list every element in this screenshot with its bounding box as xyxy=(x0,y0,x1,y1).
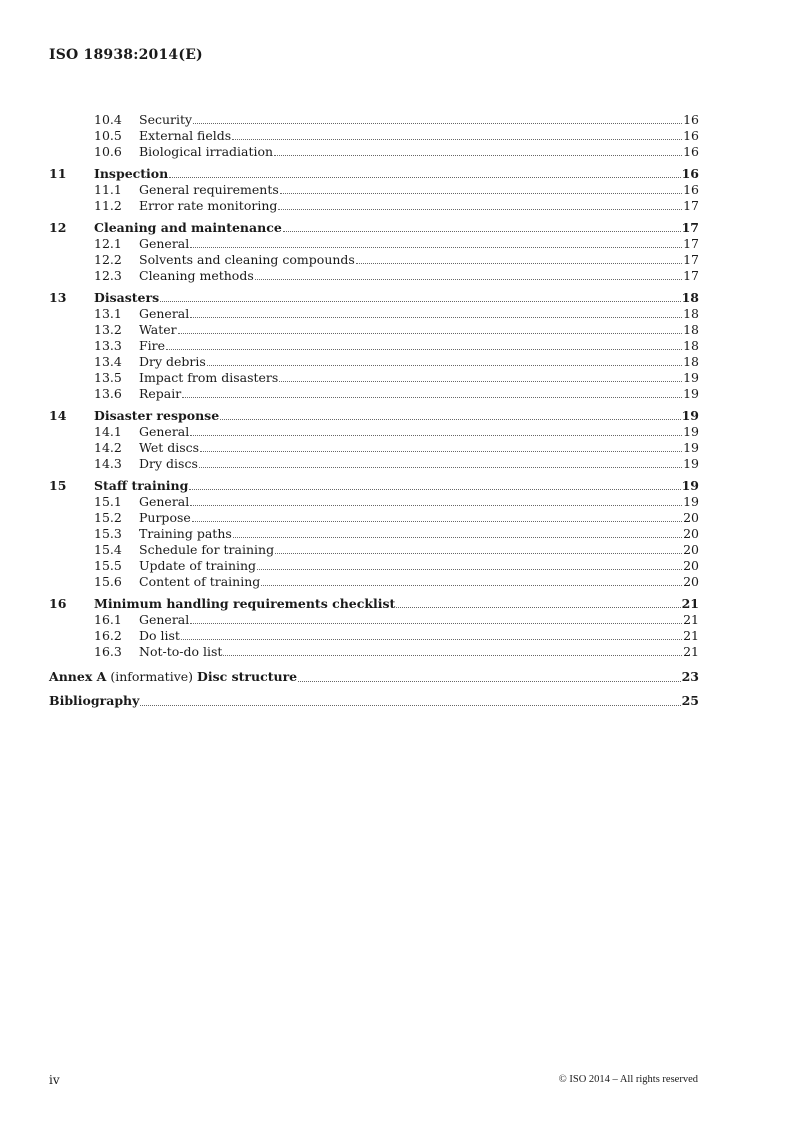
leader-dots xyxy=(279,381,682,382)
toc-page-number: 21 xyxy=(683,612,699,627)
toc-section-title: Schedule for training xyxy=(139,542,275,557)
leader-dots xyxy=(275,553,682,554)
toc-section-title: Security xyxy=(139,112,193,127)
toc-section-number: 16 xyxy=(49,596,67,611)
toc-section-number: 13.1 xyxy=(94,306,122,321)
toc-bibliography-title: Bibliography xyxy=(49,693,140,708)
toc-entry-10-6[interactable] xyxy=(49,144,699,160)
toc-section-number: 16.3 xyxy=(94,644,122,659)
toc-entry-12-2[interactable] xyxy=(49,252,699,268)
toc-section-number: 12.3 xyxy=(94,268,122,283)
toc-section-number: 11.1 xyxy=(94,182,122,197)
toc-page-number: 21 xyxy=(681,596,699,611)
toc-entry-14-1[interactable] xyxy=(49,424,699,440)
toc-section-title: External fields xyxy=(139,128,232,143)
toc-section-title: General xyxy=(139,424,190,439)
toc-section-title: Content of training xyxy=(139,574,261,589)
toc-page-number: 16 xyxy=(683,128,699,143)
toc-annex-title: Annex A (informative) Disc structure xyxy=(49,669,298,684)
toc-section-title: Disaster response xyxy=(94,408,220,423)
toc-page-number: 16 xyxy=(681,166,699,181)
toc-page-number: 16 xyxy=(683,144,699,159)
leader-dots xyxy=(232,139,682,140)
toc-page-number: 18 xyxy=(683,306,699,321)
toc-section-number: 16.1 xyxy=(94,612,122,627)
toc-section-title: Error rate monitoring xyxy=(139,198,278,213)
toc-section-number: 12 xyxy=(49,220,67,235)
toc-page-number: 16 xyxy=(683,112,699,127)
toc-entry-11[interactable] xyxy=(49,166,699,182)
toc-section-title: Purpose xyxy=(139,510,191,525)
toc-entry-10-4[interactable] xyxy=(49,112,699,128)
toc-section-number: 14 xyxy=(49,408,67,423)
toc-section-number: 15.3 xyxy=(94,526,122,541)
toc-entry-13-1[interactable] xyxy=(49,306,699,322)
toc-section-title: Solvents and cleaning compounds xyxy=(139,252,355,267)
toc-page-number: 23 xyxy=(681,669,699,684)
toc-section-title: Cleaning and maintenance xyxy=(94,220,282,235)
leader-dots xyxy=(257,569,682,570)
toc-section-number: 15.2 xyxy=(94,510,122,525)
leader-dots xyxy=(178,333,682,334)
toc-page-number: 19 xyxy=(683,494,699,509)
table-of-contents xyxy=(49,112,699,710)
leader-dots xyxy=(140,705,680,706)
toc-entry-13-3[interactable] xyxy=(49,338,699,354)
toc-entry-15-3[interactable] xyxy=(49,526,699,542)
leader-dots xyxy=(200,451,682,452)
toc-section-number: 13 xyxy=(49,290,67,305)
toc-section-title: General xyxy=(139,236,190,251)
toc-page-number: 17 xyxy=(683,236,699,251)
toc-section-number: 13.4 xyxy=(94,354,122,369)
toc-entry-14-2[interactable] xyxy=(49,440,699,456)
toc-section-number: 13.2 xyxy=(94,322,122,337)
leader-dots xyxy=(192,521,682,522)
toc-page-number: 16 xyxy=(683,182,699,197)
toc-page-number: 19 xyxy=(683,386,699,401)
leader-dots xyxy=(166,349,682,350)
toc-section-number: 14.3 xyxy=(94,456,122,471)
toc-page-number: 18 xyxy=(683,322,699,337)
page-number: iv xyxy=(49,1073,60,1087)
toc-section-title: General requirements xyxy=(139,182,279,197)
toc-page-number: 19 xyxy=(683,370,699,385)
leader-dots xyxy=(181,639,682,640)
toc-section-number: 10.5 xyxy=(94,128,122,143)
leader-dots xyxy=(160,301,680,302)
toc-section-title: Repair xyxy=(139,386,182,401)
toc-section-number: 15.5 xyxy=(94,558,122,573)
leader-dots xyxy=(190,505,682,506)
toc-page-number: 17 xyxy=(683,198,699,213)
toc-page-number: 19 xyxy=(681,408,699,423)
toc-section-title: Dry discs xyxy=(139,456,198,471)
leader-dots xyxy=(190,247,682,248)
leader-dots xyxy=(233,537,682,538)
toc-entry-16-2[interactable] xyxy=(49,628,699,644)
toc-section-title: Cleaning methods xyxy=(139,268,254,283)
toc-section-number: 16.2 xyxy=(94,628,122,643)
toc-entry-16-1[interactable] xyxy=(49,612,699,628)
toc-section-number: 14.1 xyxy=(94,424,122,439)
toc-section-number: 10.4 xyxy=(94,112,122,127)
toc-section-title: General xyxy=(139,612,190,627)
toc-section-title: Water xyxy=(139,322,177,337)
toc-page-number: 20 xyxy=(683,574,699,589)
toc-page-number: 17 xyxy=(683,252,699,267)
toc-page-number: 19 xyxy=(683,456,699,471)
toc-section-title: Inspection xyxy=(94,166,169,181)
toc-section-number: 15.1 xyxy=(94,494,122,509)
toc-entry-12-1[interactable] xyxy=(49,236,699,252)
leader-dots xyxy=(169,177,680,178)
toc-section-title: General xyxy=(139,494,190,509)
toc-page-number: 20 xyxy=(683,542,699,557)
toc-entry-13-4[interactable] xyxy=(49,354,699,370)
leader-dots xyxy=(261,585,682,586)
leader-dots xyxy=(207,365,682,366)
toc-entry-bibliography[interactable] xyxy=(49,692,699,710)
leader-dots xyxy=(199,467,682,468)
toc-page-number: 19 xyxy=(683,424,699,439)
toc-entry-16-3[interactable] xyxy=(49,644,699,660)
toc-page-number: 18 xyxy=(683,354,699,369)
toc-section-number: 15 xyxy=(49,478,67,493)
toc-page-number: 19 xyxy=(683,440,699,455)
toc-entry-15-2[interactable] xyxy=(49,510,699,526)
toc-entry-14-3[interactable] xyxy=(49,456,699,472)
leader-dots xyxy=(193,123,682,124)
toc-page-number: 18 xyxy=(681,290,699,305)
leader-dots xyxy=(190,623,682,624)
leader-dots xyxy=(220,419,680,420)
toc-entry-annex-a[interactable] xyxy=(49,668,699,686)
toc-section-title: Disasters xyxy=(94,290,160,305)
toc-section-number: 15.6 xyxy=(94,574,122,589)
toc-page-number: 20 xyxy=(683,526,699,541)
toc-section-number: 13.6 xyxy=(94,386,122,401)
toc-entry-13-6[interactable] xyxy=(49,386,699,402)
toc-entry-12[interactable] xyxy=(49,220,699,236)
toc-entry-14[interactable] xyxy=(49,408,699,424)
toc-section-number: 12.1 xyxy=(94,236,122,251)
toc-page-number: 21 xyxy=(683,644,699,659)
toc-section-title: Do list xyxy=(139,628,180,643)
toc-section-number: 12.2 xyxy=(94,252,122,267)
leader-dots xyxy=(189,489,680,490)
toc-section-number: 10.6 xyxy=(94,144,122,159)
toc-entry-13-5[interactable] xyxy=(49,370,699,386)
toc-page-number: 17 xyxy=(681,220,699,235)
toc-entry-15-6[interactable] xyxy=(49,574,699,590)
leader-dots xyxy=(396,607,680,608)
toc-section-title: Not-to-do list xyxy=(139,644,223,659)
leader-dots xyxy=(283,231,681,232)
toc-section-number: 11 xyxy=(49,166,67,181)
toc-entry-15-4[interactable] xyxy=(49,542,699,558)
toc-page-number: 20 xyxy=(683,558,699,573)
toc-section-title: Biological irradiation xyxy=(139,144,274,159)
toc-entry-10-5[interactable] xyxy=(49,128,699,144)
toc-entry-11-1[interactable] xyxy=(49,182,699,198)
toc-entry-15-1[interactable] xyxy=(49,494,699,510)
toc-section-title: Staff training xyxy=(94,478,189,493)
leader-dots xyxy=(182,397,682,398)
toc-section-title: Impact from disasters xyxy=(139,370,279,385)
leader-dots xyxy=(190,435,682,436)
toc-section-number: 15.4 xyxy=(94,542,122,557)
toc-entry-15[interactable] xyxy=(49,478,699,494)
toc-page-number: 19 xyxy=(681,478,699,493)
toc-page-number: 18 xyxy=(683,338,699,353)
leader-dots xyxy=(356,263,682,264)
copyright-notice: © ISO 2014 – All rights reserved xyxy=(558,1074,698,1085)
toc-page-number: 25 xyxy=(681,693,699,708)
toc-entry-11-2[interactable] xyxy=(49,198,699,214)
toc-section-number: 13.3 xyxy=(94,338,122,353)
toc-section-title: General xyxy=(139,306,190,321)
toc-section-title: Dry debris xyxy=(139,354,206,369)
toc-section-number: 11.2 xyxy=(94,198,122,213)
leader-dots xyxy=(190,317,682,318)
toc-section-title: Wet discs xyxy=(139,440,200,455)
toc-entry-13[interactable] xyxy=(49,290,699,306)
toc-section-title: Update of training xyxy=(139,558,257,573)
toc-entry-12-3[interactable] xyxy=(49,268,699,284)
toc-page-number: 20 xyxy=(683,510,699,525)
leader-dots xyxy=(274,155,682,156)
toc-entry-13-2[interactable] xyxy=(49,322,699,338)
toc-section-number: 13.5 xyxy=(94,370,122,385)
leader-dots xyxy=(298,681,680,682)
toc-section-title: Fire xyxy=(139,338,166,353)
toc-section-title: Minimum handling requirements checklist xyxy=(94,596,396,611)
leader-dots xyxy=(255,279,682,280)
toc-entry-16[interactable] xyxy=(49,596,699,612)
toc-page-number: 21 xyxy=(683,628,699,643)
toc-entry-15-5[interactable] xyxy=(49,558,699,574)
leader-dots xyxy=(278,209,682,210)
leader-dots xyxy=(223,655,682,656)
leader-dots xyxy=(280,193,682,194)
document-id: ISO 18938:2014(E) xyxy=(49,47,203,63)
toc-section-title: Training paths xyxy=(139,526,232,541)
toc-section-number: 14.2 xyxy=(94,440,122,455)
toc-page-number: 17 xyxy=(683,268,699,283)
